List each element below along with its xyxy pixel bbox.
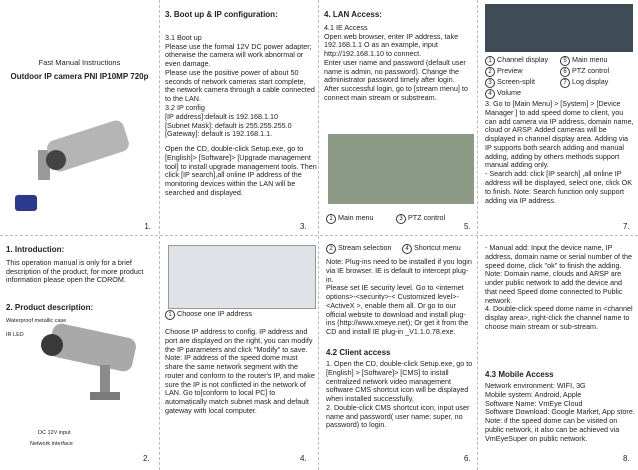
- page-number: 7.: [623, 222, 630, 231]
- boot-text: 3.1 Boot up Please use the formal 12V DC power adapter; otherwise the camera will work abnormal or even damage. Please use the positive power of about 50 seconds of network cameras start complete, the network camera through a cable connected to the LAN. 3.2 IP config [IP address]:default is 192.168.1.10 [Subnet Mask]: default is 255.255.255.0 [Gateway]: default is 192.168.1.1.: [165, 32, 315, 139]
- pni-logo: [15, 195, 37, 211]
- label-ir: IR LED: [6, 332, 24, 338]
- page-5: [324, 0, 476, 235]
- mobile-text: Network environment: WIFI, 3G Mobile system: Android, Apple Software Name: VmEye Cloud Software Download: Google Market, App store. Note: if the speed dome can be visited on public network, it also can be achieved via VmEyeSuper on public network.: [485, 381, 635, 443]
- cover-panel: [0, 0, 159, 235]
- cms-screenshot: [485, 4, 633, 52]
- page-number: 2.: [143, 454, 150, 463]
- client-heading: 4.2 Client access: [326, 348, 391, 357]
- intro-text: This operation manual is only for a brief description of the product, for more product information please open the CDROM.: [6, 257, 144, 285]
- page-number: 4.: [300, 454, 307, 463]
- device-manager-text: 3. Go to [Main Menu] > [System] > [Device Manager ] to add speed dome to client, you can add camera via IP address, domain name, cloud or ARSP. Added cameras will be displayed in channel display area. Adding via IP supports both search adding and manual adding, adding by others methods support manual adding only. - Search add: click [IP search] ,all online IP address will be displayed, select one, click OK to finish. Note: Search function only support adding via IP address.: [485, 99, 634, 205]
- page-number: 5.: [464, 222, 471, 231]
- page-number: 6.: [464, 454, 471, 463]
- mobile-heading: 4.3 Mobile Access: [485, 370, 554, 379]
- page-6: [324, 240, 476, 470]
- label-dc: DC 12V input: [38, 430, 71, 436]
- web-screenshot: [328, 134, 474, 204]
- product-title: Outdoor IP camera PNI IP10MP 720p: [10, 72, 149, 81]
- ip-search-text: Open the CD, double-click Setup.exe, go to [English]> [Software]> [Upgrade management tool] to install upgrade management tools. Then click [IP search],all online IP address of the monitoring devices within the LAN will be searched and displayed.: [165, 144, 317, 198]
- config-text: Choose IP address to config. IP address and port are displayed on the right, you can modify the IP parameters and click "Modify" to save. Note: IP address of the speed dome must share the same network segment with the router and conform to the router's IP, and make sure the IP is not conflicted in the network of LAN. Go to[conform to local PC] to automatically match subnet mask and default gateway with local computer.: [165, 327, 315, 416]
- page-7: [483, 0, 636, 235]
- ie-access-text: 4.1 IE Access Open web browser, enter IP address, take 192.168.1.1 O as an example, input http://192.168.1.10 to connect. Enter user name and password (default user name is admin, no password). Change the administrator password timely after login. After successful login, go to [stream menu] to connect main stream or substream.: [324, 22, 468, 102]
- section-heading: 4. LAN Access:: [324, 10, 382, 19]
- desc-heading: 2. Product description:: [6, 303, 94, 313]
- caption-shortcut: 4 Shortcut menu: [402, 244, 461, 254]
- label-network: Network interface: [30, 441, 73, 447]
- caption: 1 Choose one IP address: [165, 310, 252, 320]
- page-number: 8.: [623, 454, 630, 463]
- section-heading: 3. Boot up & IP configuration:: [165, 10, 278, 19]
- manual-title: Fast Manual Instructions: [38, 58, 121, 67]
- legend: 1 Channel display 5 Main menu 2 Preview 6 PTZ control 3 Screen-split 7 Log display 4 Volume: [485, 56, 635, 99]
- caption-stream: 2 Stream selection: [326, 244, 392, 254]
- plugin-text: Note: Plug-ins need to be installed if you login via IE browser. IE is default to intercept plug-in. Please set IE security level. Go to <internet options>-<security>-< Customized level>-<ActiveX >, enable them all. Or go to our official website to download and install plug-ins (http://www.xmeye.net); Or get it from the CD and install IE plug-in _V1.1.0.78.exe.: [326, 257, 472, 337]
- page-number: 1.: [144, 222, 151, 231]
- camera-image: [28, 110, 138, 190]
- client-text: 1. Open the CD, double-click Setup.exe, go to [English] > [Software]> [CMS] to install centralized network video management software CMS shortcut icon will be displayed when installed successfully. 2. Double-click CMS shortcut icon, input user name and password( user name: super, no password) to login.: [326, 359, 473, 430]
- caption-ptz: 3 PTZ control: [396, 214, 445, 224]
- caption-main-menu: 1 Main menu: [326, 214, 374, 224]
- label-case: Waterproof metallic case: [6, 318, 67, 324]
- page-number: 3.: [300, 222, 307, 231]
- page-4: [165, 240, 317, 470]
- ip-tool-screenshot: [168, 245, 316, 309]
- fold-line: [0, 235, 638, 236]
- camera-diagram: [30, 320, 140, 415]
- page-8: [483, 240, 636, 470]
- intro-heading: 1. Introduction:: [6, 245, 65, 254]
- manual-add-text: - Manual add: Input the device name, IP address, domain name or serial number of the speed dome, click "ok" to finish the adding. Note: Domain name, clouds and ARSP are under public network to add the device and that need Speed dome connected to Public network. 4. Double-click speed dome name in <channel display area>, right-click the channel name to choose main stream or sub-stream.: [485, 243, 633, 332]
- page-3: [165, 0, 317, 235]
- page-2: [0, 240, 159, 470]
